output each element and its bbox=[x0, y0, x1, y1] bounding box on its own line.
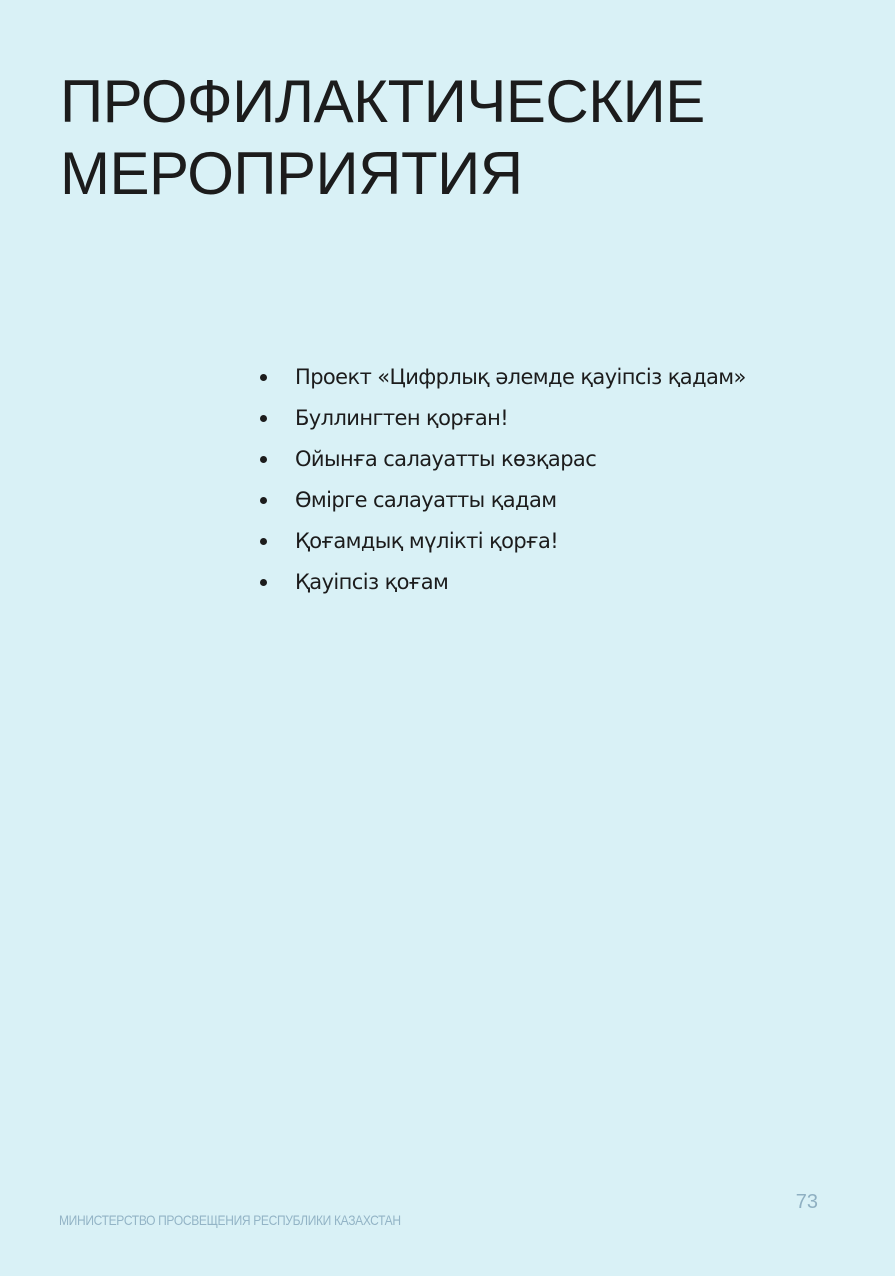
bullet-icon bbox=[260, 579, 267, 586]
list-item bbox=[258, 563, 858, 604]
list-item bbox=[258, 522, 858, 563]
page-title-line-2: МЕРОПРИЯТИЯ bbox=[60, 140, 523, 207]
list-item-text: Өмірге салауатты қадам bbox=[295, 488, 557, 512]
bullet-icon bbox=[260, 538, 267, 545]
bullet-icon bbox=[260, 415, 267, 422]
list-item-text: Қоғамдық мүлікті қорға! bbox=[295, 529, 559, 553]
list-item bbox=[258, 481, 858, 522]
list-item-text: Проект «Цифрлық әлемде қауіпсіз қадам» bbox=[295, 365, 746, 389]
list-item bbox=[258, 399, 858, 440]
bullet-icon bbox=[260, 374, 267, 381]
list-item-text: Қауіпсіз қоғам bbox=[295, 570, 449, 594]
page-title-line-1: ПРОФИЛАКТИЧЕСКИЕ bbox=[60, 68, 705, 135]
list-item bbox=[258, 440, 858, 481]
page-title bbox=[60, 66, 860, 210]
bullet-icon bbox=[260, 497, 267, 504]
footer-ministry: МИНИСТЕРСТВО ПРОСВЕЩЕНИЯ РЕСПУБЛИКИ КАЗАХСТАН bbox=[59, 1212, 401, 1228]
list-item bbox=[258, 358, 858, 399]
page-number: 73 bbox=[795, 1191, 818, 1213]
activities-list bbox=[258, 358, 858, 604]
list-item-text: Буллингтен қорған! bbox=[295, 406, 509, 430]
list-item-text: Ойынға салауатты көзқарас bbox=[295, 447, 597, 471]
bullet-icon bbox=[260, 456, 267, 463]
